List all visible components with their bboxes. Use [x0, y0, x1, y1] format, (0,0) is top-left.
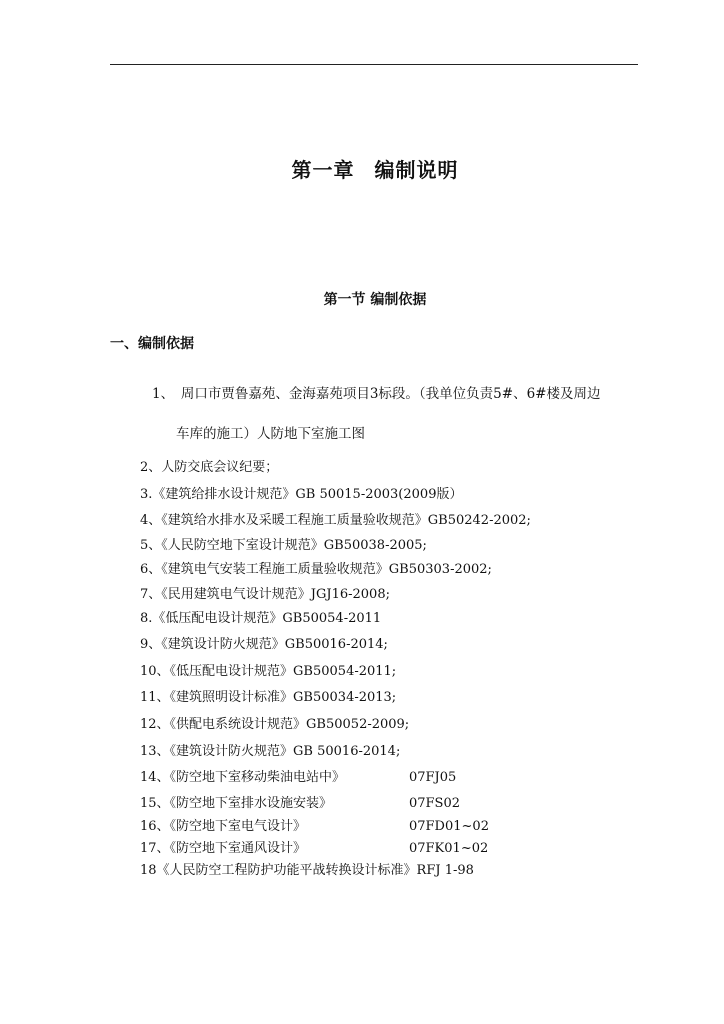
list-item	[140, 769, 457, 787]
list-item	[140, 689, 396, 707]
list-item	[140, 716, 409, 734]
item-code: 07FJ05	[409, 770, 457, 785]
item-text: 6、《建筑电气安装工程施工质量验收规范》GB50303-2002;	[140, 562, 492, 577]
header-rule	[110, 64, 638, 65]
item-text: 7、《民用建筑电气设计规范》JGJ16-2008;	[140, 587, 390, 602]
item-text: 14、《防空地下室移动柴油电站中》	[140, 770, 346, 785]
list-item	[140, 795, 461, 813]
list-item	[140, 486, 462, 504]
list-item	[140, 610, 381, 628]
list-item	[140, 840, 489, 858]
item-text: 16、《防空地下室电气设计》	[140, 819, 307, 834]
list-item	[140, 586, 390, 604]
list-item	[140, 743, 400, 761]
chapter-number: 第一章	[291, 158, 355, 182]
intro-line-1: 1、 周口市贾鲁嘉苑、金海嘉苑项目3标段。（我单位负责5#、6#楼及周边	[152, 386, 601, 402]
subsection-title: 一、编制依据	[110, 336, 194, 352]
intro-line-2: 车库的施工）人防地下室施工图	[176, 426, 365, 442]
item-text: 18《人民防空工程防护功能平战转换设计标准》RFJ 1-98	[140, 863, 474, 878]
section-title: 第一节 编制依据	[323, 292, 427, 308]
item-text: 9、《建筑设计防火规范》GB50016-2014;	[140, 637, 388, 652]
item-code: 07FD01~02	[409, 819, 489, 834]
item-text: 17、《防空地下室通风设计》	[140, 841, 307, 856]
list-item	[140, 862, 474, 880]
list-item	[140, 459, 278, 477]
list-item	[140, 818, 489, 836]
item-code: 07FK01~02	[409, 841, 489, 856]
item-text: 10、《低压配电设计规范》GB50054-2011;	[140, 664, 397, 679]
item-text: 8.《低压配电设计规范》GB50054-2011	[140, 611, 382, 626]
list-item	[140, 636, 388, 654]
item-text: 11、《建筑照明设计标准》GB50034-2013;	[140, 690, 397, 705]
item-text: 3.《建筑给排水设计规范》GB 50015-2003(2009版）	[140, 487, 463, 502]
list-item	[140, 512, 531, 530]
list-item	[140, 537, 427, 555]
intro-paragraph	[152, 374, 652, 454]
chapter-title	[0, 154, 724, 183]
item-code: 07FS02	[409, 796, 461, 811]
item-text: 15、《防空地下室排水设施安装》	[140, 796, 333, 811]
item-text: 12、《供配电系统设计规范》GB50052-2009;	[140, 717, 410, 732]
item-text: 4、《建筑给水排水及采暖工程施工质量验收规范》GB50242-2002;	[140, 513, 531, 528]
list-item	[140, 663, 396, 681]
list-item	[140, 561, 492, 579]
item-text: 2、人防交底会议纪要；	[140, 460, 279, 475]
chapter-name: 编制说明	[374, 158, 459, 182]
item-text: 5、《人民防空地下室设计规范》GB50038-2005;	[140, 538, 427, 553]
item-text: 13、《建筑设计防火规范》GB 50016-2014;	[140, 744, 401, 759]
